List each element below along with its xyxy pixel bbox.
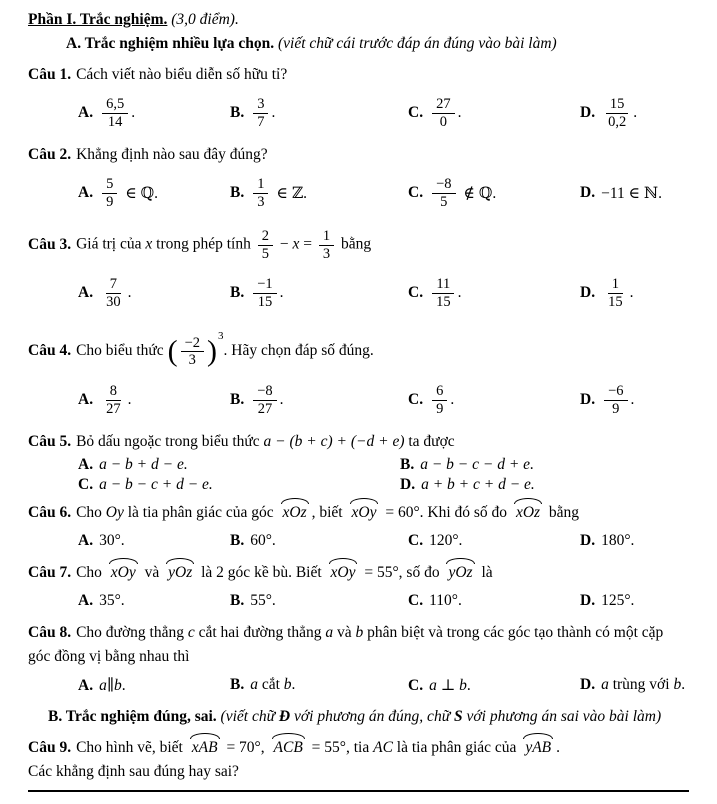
- period: .: [629, 284, 634, 302]
- set-membership-text: ∈ ℚ.: [125, 184, 159, 202]
- period: .: [450, 391, 455, 409]
- q7-option-c: [408, 592, 580, 610]
- q8-stem: [28, 621, 689, 669]
- fraction-numerator: 15: [606, 96, 629, 114]
- q6-stem-part1: Cho: [76, 504, 106, 522]
- period: .: [457, 284, 462, 302]
- line-a: a: [99, 676, 107, 694]
- q3-stem: [28, 223, 689, 267]
- question-8: [28, 621, 689, 698]
- option-d-text: −11 ∈ ℕ.: [601, 184, 663, 202]
- fraction-denominator: 0,2: [608, 113, 627, 130]
- q4-options: [28, 377, 689, 423]
- period: .: [127, 284, 132, 302]
- q2-options: [28, 170, 689, 216]
- fraction-numerator: −6: [604, 383, 627, 401]
- fraction-denominator: 0: [439, 113, 447, 130]
- q6-stem-part3: , biết: [311, 504, 347, 522]
- q7-stem-part5: là: [477, 564, 493, 582]
- q7-option-b: [230, 592, 408, 610]
- table-top-border: [28, 790, 689, 792]
- set-membership-text: ∉ ℚ.: [463, 184, 497, 202]
- angle-xoz: xOz: [281, 501, 309, 525]
- fraction-numerator: −1: [253, 276, 276, 294]
- fraction-denominator: 3: [188, 352, 196, 369]
- angle-xoy: xOy: [350, 501, 379, 525]
- variable-x: x: [292, 235, 300, 253]
- period: .: [291, 676, 296, 694]
- q8-stem-part1: Cho đường thẳng: [76, 624, 188, 642]
- q9-stem-part4: là tia phân giác của: [392, 739, 521, 757]
- option-a-label: A.: [78, 104, 94, 122]
- algebra-expression: a − (b + c) + (−d + e): [263, 433, 405, 451]
- fraction: [319, 228, 334, 262]
- q6-options: [28, 528, 689, 554]
- letter-s-false: S: [454, 708, 463, 726]
- option-a-text: 30°.: [99, 532, 125, 550]
- option-b-text: a − b − c − d + e.: [420, 456, 534, 474]
- set-membership-text: ∈ ℤ.: [276, 184, 308, 202]
- option-b-label: B.: [230, 184, 245, 202]
- fraction-numerator: 5: [102, 176, 117, 194]
- section-b-note-part2: với phương án đúng, chữ: [290, 708, 455, 726]
- fraction-denominator: 9: [612, 400, 620, 417]
- q6-option-b: [230, 532, 408, 550]
- q6-option-a: [78, 532, 230, 550]
- option-b-middle: cắt: [257, 676, 284, 694]
- angle-yab: yAB: [523, 736, 553, 760]
- q9-stem-part1: Cho hình vẽ, biết: [76, 739, 187, 757]
- q6-stem-part5: bằng: [545, 504, 580, 522]
- q8-option-b: [230, 676, 408, 694]
- q3-option-b: [230, 276, 408, 310]
- angle-yoz: yOz: [446, 561, 474, 585]
- line-b: b: [114, 676, 122, 694]
- fraction-numerator: 7: [106, 276, 121, 294]
- q8-label: Câu 8.: [28, 624, 72, 642]
- option-a-label: A.: [78, 391, 94, 409]
- angle-xoy: xOy: [109, 561, 138, 585]
- option-d-text: a + b + c + d − e.: [421, 476, 535, 494]
- angle-xoz: xOz: [514, 501, 542, 525]
- period: .: [630, 391, 635, 409]
- period: .: [271, 104, 276, 122]
- q9-label: Câu 9.: [28, 739, 72, 757]
- option-b-label: B.: [230, 391, 245, 409]
- q4-option-c: [408, 383, 580, 417]
- period: .: [457, 104, 462, 122]
- q6-option-c: [408, 532, 580, 550]
- option-d-label: D.: [580, 676, 596, 694]
- q3-option-c: [408, 276, 580, 310]
- line-b: b: [355, 624, 364, 642]
- q8-stem-part2: cắt hai đường thẳng: [194, 624, 326, 642]
- q9-stem-part2: = 70°,: [222, 739, 269, 757]
- option-c-label: C.: [408, 184, 424, 202]
- q8-stem-part4: phân biệt và trong các góc tạo thành có một cặp góc đồng vị bằng nhau thì: [28, 624, 664, 666]
- section-b-note-part3: với phương án sai vào bài làm): [462, 708, 662, 726]
- fraction-denominator: 3: [257, 193, 265, 210]
- option-c-label: C.: [408, 592, 424, 610]
- fraction: [102, 276, 125, 310]
- option-a-label: A.: [78, 676, 94, 694]
- fraction-denominator: 7: [257, 113, 265, 130]
- angle-yoz: yOz: [166, 561, 194, 585]
- line-a: a: [250, 676, 258, 694]
- fraction: [604, 276, 627, 310]
- fraction-numerator: 6: [432, 383, 447, 401]
- q2-stem: [28, 143, 689, 167]
- option-d-label: D.: [580, 391, 596, 409]
- period: .: [633, 104, 638, 122]
- q5-stem-part1: Bỏ dấu ngoặc trong biểu thức: [76, 433, 264, 451]
- option-c-text: 110°.: [429, 592, 462, 610]
- q7-options: [28, 588, 689, 614]
- option-b-text: 55°.: [250, 592, 276, 610]
- fraction: [432, 276, 455, 310]
- question-6: [28, 501, 689, 554]
- option-a-label: A.: [78, 184, 94, 202]
- period: .: [681, 676, 686, 694]
- q4-stem: [28, 323, 689, 374]
- fraction-denominator: 15: [257, 293, 273, 310]
- equals-sign: =: [299, 235, 316, 253]
- ray-ac: AC: [373, 739, 393, 757]
- q4-stem-part2: . Hãy chọn đáp số đúng.: [223, 342, 374, 360]
- fraction-denominator: 14: [107, 113, 123, 130]
- fraction-denominator: 9: [436, 400, 444, 417]
- fraction-numerator: 6,5: [102, 96, 128, 114]
- part1-title: Phần I. Trắc nghiệm.: [28, 11, 168, 28]
- line-b: b: [459, 676, 467, 694]
- fraction: [102, 176, 117, 210]
- fraction-denominator: 5: [261, 245, 269, 262]
- q3-stem-part2: trong phép tính: [152, 235, 255, 253]
- section-a-heading: [28, 32, 689, 56]
- q1-option-a: [78, 96, 230, 130]
- section-b-note-part1: (viết chữ: [216, 708, 279, 726]
- close-paren: ): [207, 334, 218, 368]
- option-b-label: B.: [230, 676, 245, 694]
- q6-stem: [28, 501, 689, 525]
- fraction-numerator: 27: [432, 96, 455, 114]
- option-c-label: C.: [408, 532, 424, 550]
- fraction: [604, 96, 630, 130]
- q7-stem: [28, 561, 689, 585]
- line-a: a: [429, 676, 437, 694]
- q1-stem: [28, 63, 689, 87]
- fraction-numerator: 3: [253, 96, 268, 114]
- fraction-numerator: −8: [432, 176, 455, 194]
- q2-option-b: [230, 176, 408, 210]
- option-c-label: C.: [408, 284, 424, 302]
- q2-option-a: [78, 176, 230, 210]
- section-b-title: B. Trắc nghiệm đúng, sai.: [48, 708, 217, 726]
- section-a-title: A. Trắc nghiệm nhiều lựa chọn.: [66, 35, 275, 53]
- fraction: [604, 383, 627, 417]
- q9-question-text: Các khẳng định sau đúng hay sai?: [28, 763, 239, 781]
- question-3: [28, 223, 689, 316]
- q2-stem-text: Khẳng định nào sau đây đúng?: [76, 146, 268, 164]
- option-a-label: A.: [78, 532, 94, 550]
- line-b: b: [673, 676, 682, 694]
- option-b-label: B.: [230, 592, 245, 610]
- option-d-label: D.: [580, 592, 596, 610]
- question-2: [28, 143, 689, 216]
- fraction-numerator: 1: [319, 228, 334, 246]
- fraction-numerator: 11: [432, 276, 454, 294]
- fraction: [102, 96, 128, 130]
- q5-stem: [28, 430, 689, 454]
- q8-stem-part3: và: [333, 624, 356, 642]
- q4-stem-part1: Cho biểu thức: [76, 342, 168, 360]
- fraction-denominator: 5: [440, 193, 448, 210]
- angle-acb: ACB: [272, 736, 305, 760]
- period: .: [466, 676, 471, 694]
- q5-option-d: [400, 476, 689, 494]
- q7-option-a: [78, 592, 230, 610]
- fraction: [432, 383, 447, 417]
- minus-sign: −: [275, 235, 293, 253]
- q1-option-c: [408, 96, 580, 130]
- q5-label: Câu 5.: [28, 433, 72, 451]
- question-7: [28, 561, 689, 614]
- part1-points: (3,0 điểm).: [167, 11, 239, 28]
- fraction-denominator: 3: [322, 245, 331, 262]
- fraction: [102, 383, 125, 417]
- part1-heading: [28, 8, 689, 32]
- q8-option-c: [408, 676, 580, 695]
- perpendicular-symbol: ⊥: [436, 676, 460, 694]
- q5-option-c: [78, 476, 400, 494]
- fraction-numerator: 2: [258, 228, 273, 246]
- option-c-label: C.: [78, 476, 94, 494]
- q7-stem-part4: = 55°, số đo: [360, 564, 444, 582]
- q5-options-row2: [28, 476, 689, 494]
- q7-option-d: [580, 592, 689, 610]
- ray-oy: Oy: [105, 504, 124, 522]
- q4-label: Câu 4.: [28, 342, 72, 360]
- period: .: [131, 104, 136, 122]
- option-c-text: 120°.: [429, 532, 463, 550]
- q7-stem-part3: là 2 góc kề bù. Biết: [197, 564, 326, 582]
- option-b-label: B.: [230, 104, 245, 122]
- option-b-label: B.: [230, 284, 245, 302]
- option-a-text: 35°.: [99, 592, 125, 610]
- open-paren: (: [167, 334, 178, 368]
- q3-stem-part3: bằng: [337, 235, 372, 253]
- option-d-label: D.: [580, 284, 596, 302]
- option-a-label: A.: [78, 592, 94, 610]
- q3-stem-part1: Giá trị của: [76, 235, 146, 253]
- q5-option-a: [78, 456, 400, 474]
- letter-d-true: Đ: [278, 708, 291, 726]
- q3-label: Câu 3.: [28, 235, 72, 253]
- q6-stem-part2: là tia phân giác của góc: [123, 504, 278, 522]
- option-b-label: B.: [230, 532, 245, 550]
- parallel-symbol: ∥: [106, 676, 114, 694]
- q3-option-d: [580, 276, 689, 310]
- fraction-numerator: 1: [253, 176, 268, 194]
- fraction-denominator: 30: [106, 293, 121, 310]
- fraction-numerator: −8: [253, 383, 276, 401]
- q1-label: Câu 1.: [28, 66, 72, 84]
- q1-option-d: [580, 96, 689, 130]
- angle-xab: xAB: [190, 736, 220, 760]
- q1-options: [28, 90, 689, 136]
- q5-stem-part2: ta được: [404, 433, 455, 451]
- fraction-denominator: 9: [106, 193, 114, 210]
- fraction-denominator: 27: [106, 400, 121, 417]
- period: .: [121, 676, 126, 694]
- option-d-text: 180°.: [601, 532, 635, 550]
- option-b-label: B.: [400, 456, 415, 474]
- line-a: a: [601, 676, 609, 694]
- section-b-heading: [28, 705, 689, 729]
- period: .: [556, 739, 561, 757]
- option-c-label: C.: [408, 104, 424, 122]
- q1-stem-text: Cách viết nào biểu diễn số hữu tỉ?: [76, 66, 288, 84]
- fraction: [253, 276, 276, 310]
- q7-label: Câu 7.: [28, 564, 72, 582]
- fraction: [432, 176, 455, 210]
- q2-option-d: [580, 184, 689, 203]
- section-a-note: (viết chữ cái trước đáp án đúng vào bài làm): [274, 35, 557, 53]
- q8-option-a: [78, 676, 230, 695]
- option-a-label: A.: [78, 456, 94, 474]
- q8-option-d: [580, 676, 689, 694]
- q6-label: Câu 6.: [28, 504, 72, 522]
- fraction-numerator: 8: [106, 383, 121, 401]
- option-b-text: 60°.: [250, 532, 276, 550]
- period: .: [127, 391, 132, 409]
- q4-option-d: [580, 383, 689, 417]
- q2-option-c: [408, 176, 580, 210]
- fraction: [258, 228, 273, 262]
- option-a-text: a − b + d − e.: [99, 456, 188, 474]
- q6-stem-part4: = 60°. Khi đó số đo: [381, 504, 511, 522]
- q5-options-row1: [28, 456, 689, 474]
- question-4: [28, 323, 689, 423]
- option-d-label: D.: [580, 532, 596, 550]
- option-d-label: D.: [580, 184, 596, 202]
- option-d-label: D.: [580, 104, 596, 122]
- q3-options: [28, 270, 689, 316]
- question-5: [28, 430, 689, 494]
- option-d-middle: trùng với: [608, 676, 674, 694]
- fraction: [253, 383, 276, 417]
- q9-stem-part3: = 55°, tia: [307, 739, 374, 757]
- option-a-label: A.: [78, 284, 94, 302]
- fraction-numerator: 1: [608, 276, 623, 294]
- option-d-text: 125°.: [601, 592, 635, 610]
- q1-option-b: [230, 96, 408, 130]
- angle-xoy: xOy: [329, 561, 358, 585]
- question-1: [28, 63, 689, 136]
- q9-line2: [28, 760, 689, 784]
- q8-options: [28, 672, 689, 698]
- q4-option-a: [78, 383, 230, 417]
- fraction: [181, 335, 204, 369]
- q4-option-b: [230, 383, 408, 417]
- q3-option-a: [78, 276, 230, 310]
- variable-x: x: [145, 235, 153, 253]
- fraction-denominator: 15: [436, 293, 451, 310]
- fraction: [253, 176, 268, 210]
- fraction-numerator: −2: [181, 335, 204, 353]
- period: .: [279, 391, 284, 409]
- option-c-label: C.: [408, 676, 424, 694]
- fraction-denominator: 27: [257, 400, 273, 417]
- option-c-text: a − b − c + d − e.: [99, 476, 213, 494]
- q9-stem: [28, 736, 689, 760]
- fraction-denominator: 15: [608, 293, 623, 310]
- fraction: [432, 96, 455, 130]
- fraction: [253, 96, 268, 130]
- option-d-label: D.: [400, 476, 416, 494]
- q7-stem-part2: và: [140, 564, 164, 582]
- question-9: [28, 736, 689, 784]
- q5-option-b: [400, 456, 689, 474]
- line-b: b: [283, 676, 292, 694]
- q6-option-d: [580, 532, 689, 550]
- option-c-label: C.: [408, 391, 424, 409]
- period: .: [279, 284, 284, 302]
- line-c: c: [187, 624, 195, 642]
- exponent: 3: [218, 330, 224, 343]
- q2-label: Câu 2.: [28, 146, 72, 164]
- q7-stem-part1: Cho: [76, 564, 106, 582]
- line-a: a: [325, 624, 334, 642]
